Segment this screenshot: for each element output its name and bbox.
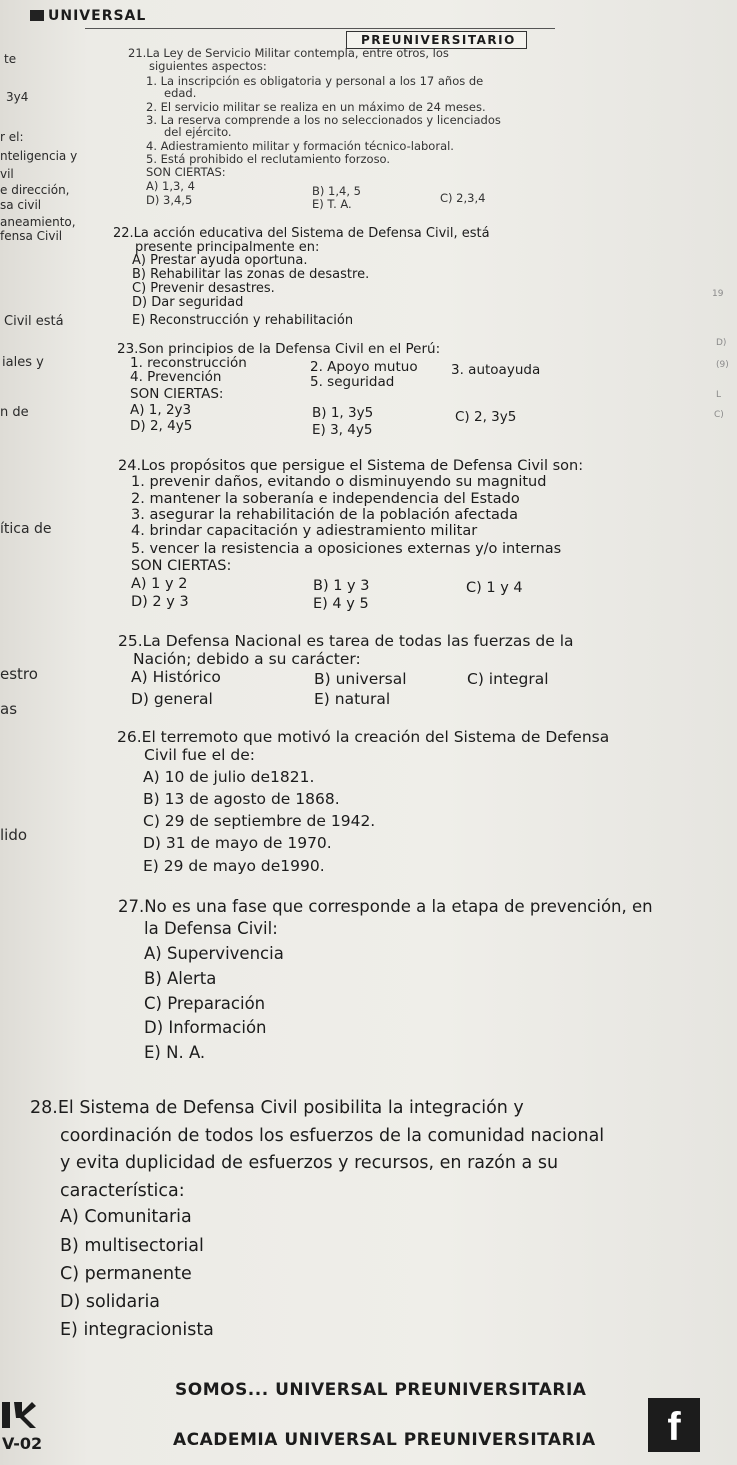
q27-option-c[interactable]: C) Preparación (144, 994, 266, 1013)
logo-mark-icon (30, 10, 44, 21)
q25-option-e[interactable]: E) natural (314, 690, 391, 708)
q25-option-a[interactable]: A) Histórico (131, 668, 221, 686)
q24-item: 2. mantener la soberanía e independencia del Estado (131, 491, 520, 507)
q26-option-a[interactable]: A) 10 de julio de1821. (143, 768, 315, 786)
right-fragment: C) (714, 410, 724, 420)
left-fragment: 3y4 (6, 90, 29, 104)
q28-option-a[interactable]: A) Comunitaria (60, 1207, 192, 1227)
left-fragment: vil (0, 167, 14, 181)
q22-stem: presente principalmente en: (135, 240, 320, 255)
q22-option-c[interactable]: C) Prevenir desastres. (132, 281, 275, 296)
q26-option-d[interactable]: D) 31 de mayo de 1970. (143, 834, 332, 852)
academy-logo-icon (2, 1400, 36, 1430)
header-logo-text: UNIVERSAL (48, 8, 147, 24)
q24-item: 3. asegurar la rehabilitación de la población afectada (131, 507, 518, 523)
left-fragment: as (0, 700, 18, 718)
q23-option-a[interactable]: A) 1, 2y3 (130, 402, 192, 418)
q22-stem: 22.La acción educativa del Sistema de Defensa Civil, está (113, 226, 490, 241)
left-fragment: lido (0, 826, 28, 844)
left-fragment: nteligencia y (0, 149, 78, 163)
q23-item: 2. Apoyo mutuo (310, 359, 418, 375)
q23-option-e[interactable]: E) 3, 4y5 (312, 422, 373, 438)
q26-stem: Civil fue el de: (144, 746, 255, 764)
q23-item: 5. seguridad (310, 374, 395, 390)
q27-option-d[interactable]: D) Información (144, 1018, 267, 1037)
left-fragment: sa civil (0, 198, 42, 212)
q23-stem: 23.Son principios de la Defensa Civil en el Perú: (117, 341, 441, 357)
left-fragment: ítica de (0, 521, 52, 537)
left-fragment: iales y (2, 355, 44, 370)
q26-option-c[interactable]: C) 29 de septiembre de 1942. (143, 812, 376, 830)
q23-option-b[interactable]: B) 1, 3y5 (312, 405, 374, 421)
q28-option-e[interactable]: E) integracionista (60, 1320, 214, 1340)
left-fragment: e dirección, (0, 183, 70, 197)
q27-stem: 27.No es una fase que corresponde a la etapa de prevención, en (118, 897, 653, 916)
q21-option-d[interactable]: D) 3,4,5 (146, 193, 193, 207)
q24-option-e[interactable]: E) 4 y 5 (313, 596, 369, 612)
q21-item: del ejército. (164, 125, 232, 139)
left-fragment: Civil está (4, 314, 64, 329)
q24-item: 1. prevenir daños, evitando o disminuyendo su magnitud (131, 474, 547, 490)
q28-stem: 28.El Sistema de Defensa Civil posibilita la integración y (30, 1098, 524, 1118)
q23-option-d[interactable]: D) 2, 4y5 (130, 418, 193, 434)
q23-item: 4. Prevención (130, 369, 222, 385)
q21-option-b[interactable]: B) 1,4, 5 (312, 184, 361, 198)
q21-item: 2. El servicio militar se realiza en un máximo de 24 meses. (146, 100, 486, 114)
left-fragment: te (4, 52, 17, 66)
q26-option-e[interactable]: E) 29 de mayo de1990. (143, 857, 325, 875)
q21-option-e[interactable]: E) T. A. (312, 197, 352, 211)
q24-item: 4. brindar capacitación y adiestramiento militar (131, 523, 478, 539)
q21-option-a[interactable]: A) 1,3, 4 (146, 179, 195, 193)
q21-son-ciertas: SON CIERTAS: (146, 165, 226, 179)
q25-stem: Nación; debido a su carácter: (133, 650, 361, 668)
q23-item: 1. reconstrucción (130, 355, 247, 371)
left-fragment: n de (0, 405, 29, 420)
right-fragment: (9) (716, 360, 729, 370)
q25-stem: 25.La Defensa Nacional es tarea de todas las fuerzas de la (118, 632, 574, 650)
q27-option-b[interactable]: B) Alerta (144, 969, 217, 988)
facebook-icon[interactable]: f (648, 1398, 700, 1452)
q21-item: 5. Está prohibido el reclutamiento forzoso. (146, 152, 391, 166)
footer-slogan: SOMOS... UNIVERSAL PREUNIVERSITARIA (175, 1380, 587, 1400)
q23-option-c[interactable]: C) 2, 3y5 (455, 409, 517, 425)
q28-stem: y evita duplicidad de esfuerzos y recursos, en razón a su (60, 1153, 559, 1173)
right-fragment: D) (716, 338, 727, 348)
q26-option-b[interactable]: B) 13 de agosto de 1868. (143, 790, 340, 808)
page-code: V-02 (2, 1434, 43, 1453)
q25-option-d[interactable]: D) general (131, 690, 213, 708)
header-program: PREUNIVERSITARIO (346, 31, 527, 49)
q24-stem: 24.Los propósitos que persigue el Sistema de Defensa Civil son: (118, 458, 584, 474)
q24-son-ciertas: SON CIERTAS: (131, 558, 232, 574)
q28-stem: característica: (60, 1181, 185, 1201)
right-fragment: L (716, 390, 722, 400)
q27-stem: la Defensa Civil: (144, 919, 278, 938)
q26-stem: 26.El terremoto que motivó la creación del Sistema de Defensa (117, 728, 610, 746)
q25-option-c[interactable]: C) integral (467, 670, 549, 688)
q27-option-a[interactable]: A) Supervivencia (144, 944, 284, 963)
q28-stem: coordinación de todos los esfuerzos de la comunidad nacional (60, 1126, 605, 1146)
q21-stem: siguientes aspectos: (149, 59, 267, 73)
left-fragment: r el: (0, 130, 24, 144)
q21-item: edad. (164, 86, 197, 100)
q21-item: 1. La inscripción es obligatoria y personal a los 17 años de (146, 74, 484, 88)
q22-option-a[interactable]: A) Prestar ayuda oportuna. (132, 253, 308, 268)
left-fragment: aneamiento, (0, 215, 76, 229)
q27-option-e[interactable]: E) N. A. (144, 1043, 206, 1062)
q23-son-ciertas: SON CIERTAS: (130, 386, 224, 402)
q28-option-c[interactable]: C) permanente (60, 1264, 192, 1284)
q21-stem: 21.La Ley de Servicio Militar contempla, entre otros, los (128, 46, 449, 60)
q21-item: 3. La reserva comprende a los no seleccionados y licenciados (146, 113, 501, 127)
q22-option-e[interactable]: E) Reconstrucción y rehabilitación (132, 313, 354, 328)
q22-option-d[interactable]: D) Dar seguridad (132, 295, 244, 310)
footer-academy-name: ACADEMIA UNIVERSAL PREUNIVERSITARIA (173, 1430, 596, 1450)
q21-item: 4. Adiestramiento militar y formación técnico-laboral. (146, 139, 454, 153)
q21-option-c[interactable]: C) 2,3,4 (440, 191, 486, 205)
q24-option-c[interactable]: C) 1 y 4 (466, 580, 523, 596)
q24-option-b[interactable]: B) 1 y 3 (313, 578, 370, 594)
right-fragment: 19 (712, 289, 724, 299)
q23-item: 3. autoayuda (451, 362, 541, 378)
q28-option-b[interactable]: B) multisectorial (60, 1236, 204, 1256)
left-fragment: estro (0, 665, 38, 683)
q24-option-d[interactable]: D) 2 y 3 (131, 594, 189, 610)
q24-item: 5. vencer la resistencia a oposiciones externas y/o internas (131, 541, 562, 557)
header-logo (30, 8, 146, 24)
q22-option-b[interactable]: B) Rehabilitar las zonas de desastre. (132, 267, 370, 282)
q24-option-a[interactable]: A) 1 y 2 (131, 576, 188, 592)
q28-option-d[interactable]: D) solidaria (60, 1292, 161, 1312)
left-fragment: fensa Civil (0, 229, 63, 243)
q25-option-b[interactable]: B) universal (314, 670, 407, 688)
header-rule (85, 28, 555, 29)
